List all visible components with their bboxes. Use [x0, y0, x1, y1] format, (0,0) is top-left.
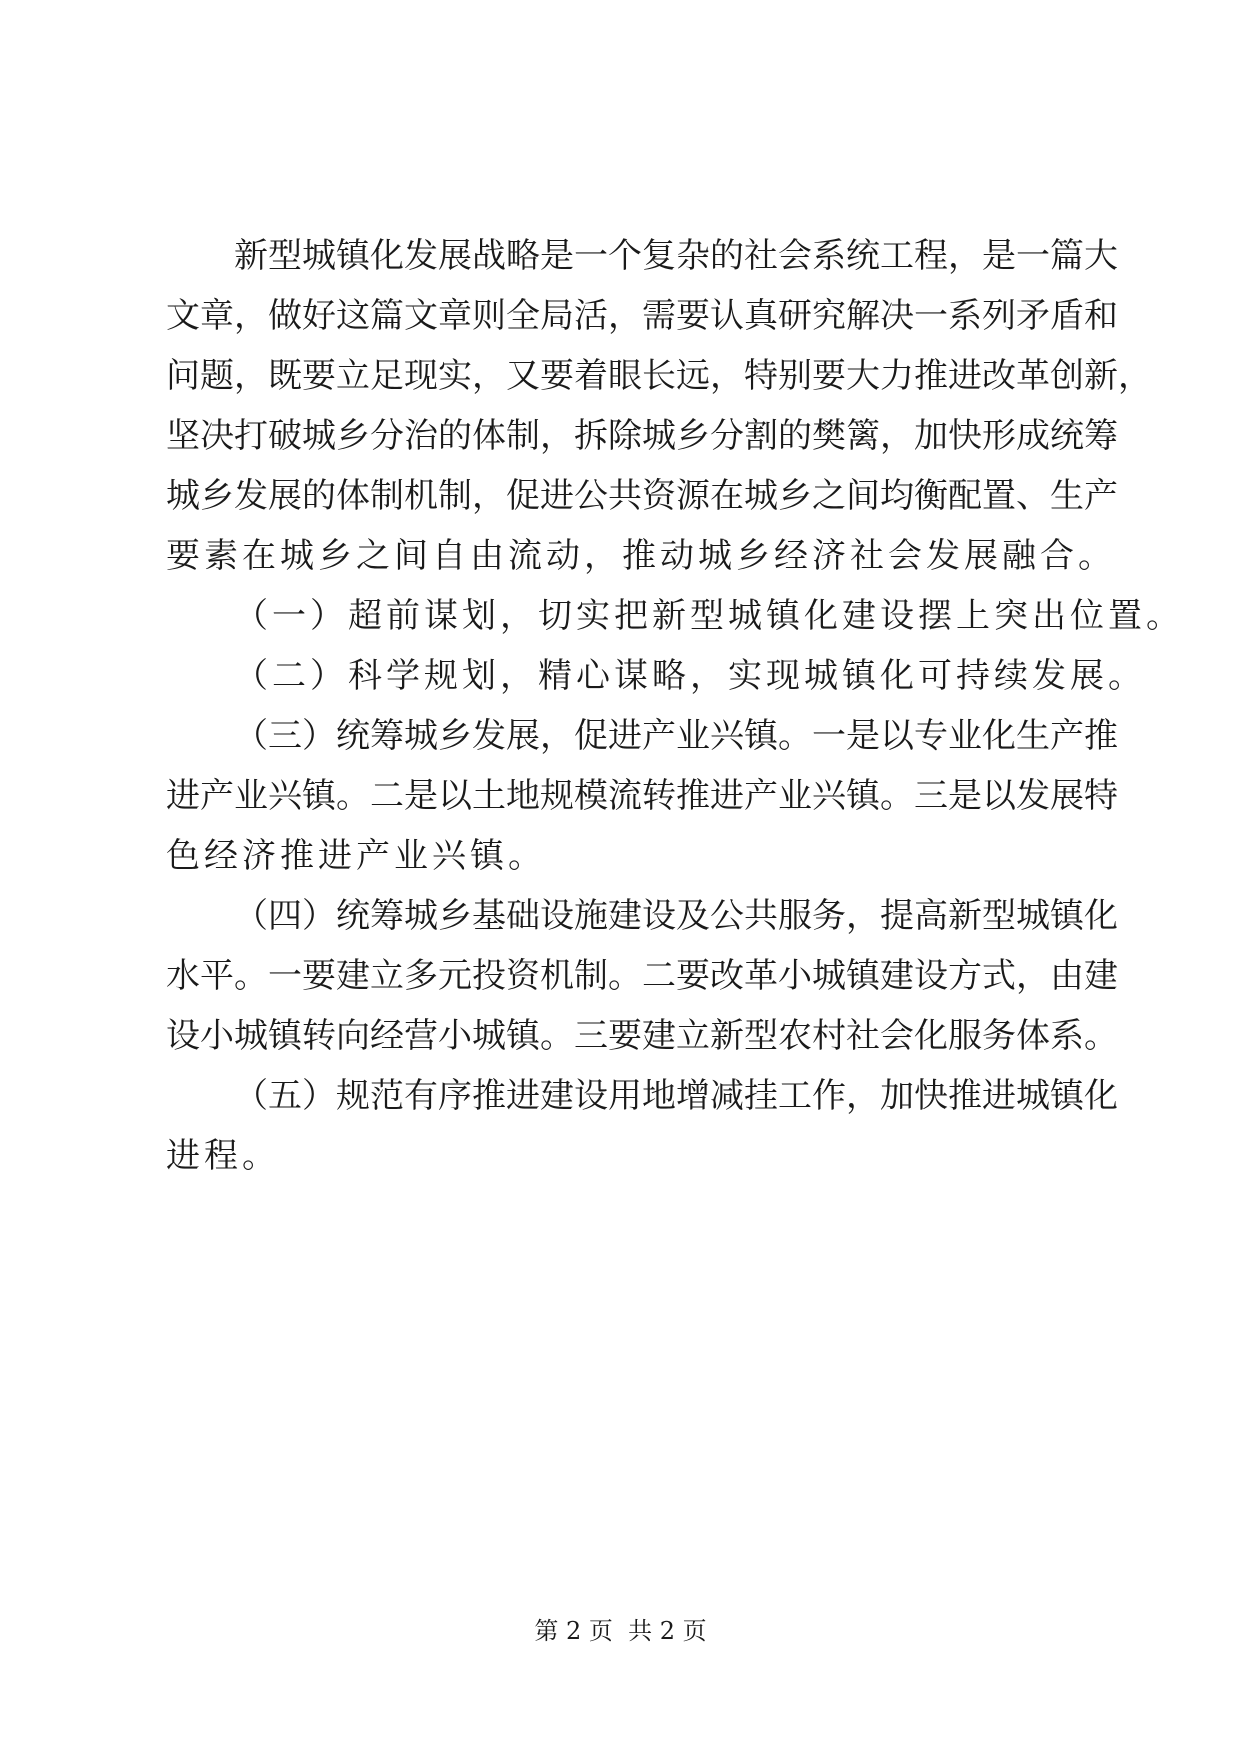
paragraph-6-line-1: （五）规范有序推进建设用地增减挂工作，加快推进城镇化: [234, 1076, 1118, 1116]
paragraph-2-line-1: （一）超前谋划，切实把新型城镇化建设摆上突出位置。: [234, 596, 1184, 636]
paragraph-1-line-2: 文章，做好这篇文章则全局活，需要认真研究解决一系列矛盾和: [166, 296, 1118, 336]
paragraph-3-line-1: （二）科学规划，精心谋略，实现城镇化可持续发展。: [234, 656, 1146, 696]
paragraph-5-line-1: （四）统筹城乡基础设施建设及公共服务，提高新型城镇化: [234, 896, 1118, 936]
paragraph-4-line-3: 色经济推进产业兴镇。: [166, 836, 546, 876]
paragraph-1-line-4: 坚决打破城乡分治的体制，拆除城乡分割的樊篱，加快形成统筹: [166, 416, 1118, 456]
paragraph-1-line-3: 问题，既要立足现实，又要着眼长远，特别要大力推进改革创新，: [166, 356, 1152, 396]
paragraph-1-line-6: 要素在城乡之间自由流动，推动城乡经济社会发展融合。: [166, 536, 1116, 576]
paragraph-5-line-3: 设小城镇转向经营小城镇。三要建立新型农村社会化服务体系。: [166, 1016, 1118, 1056]
paragraph-1-line-1: 新型城镇化发展战略是一个复杂的社会系统工程，是一篇大: [234, 236, 1118, 276]
paragraph-5-line-2: 水平。一要建立多元投资机制。二要改革小城镇建设方式，由建: [166, 956, 1118, 996]
body-text: [166, 226, 1184, 1186]
paragraph-1-line-5: 城乡发展的体制机制，促进公共资源在城乡之间均衡配置、生产: [166, 476, 1118, 516]
paragraph-4-line-2: 进产业兴镇。二是以土地规模流转推进产业兴镇。三是以发展特: [166, 776, 1118, 816]
page-number-footer: 第 2 页 共 2 页: [534, 1617, 707, 1645]
paragraph-4-line-1: （三）统筹城乡发展，促进产业兴镇。一是以专业化生产推: [234, 716, 1118, 756]
paragraph-6-line-2: 进程。: [166, 1136, 280, 1176]
